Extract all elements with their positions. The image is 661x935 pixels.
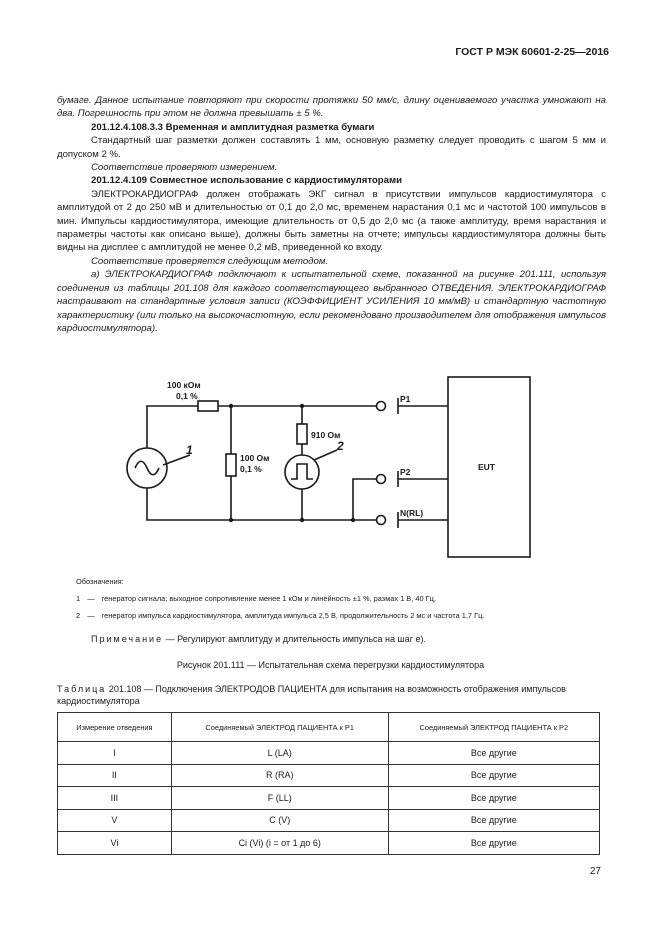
r2-value-label: 100 Ом bbox=[240, 453, 270, 463]
section-heading-pacemaker: 201.12.4.109 Совместное использование с кардиостимуляторами bbox=[91, 175, 402, 187]
table-cell: I bbox=[58, 742, 172, 765]
generator-1-number: 1 bbox=[186, 443, 193, 457]
table-cell: Все другие bbox=[388, 832, 599, 855]
electrode-connection-table bbox=[57, 712, 600, 855]
table-cell: Все другие bbox=[388, 809, 599, 832]
legend-item-2: 2 — генератор импульса кардиостимулятора, амплитуда импульса 2,5 В, продолжительность 2 мс и частота 1,7 Гц. bbox=[76, 611, 485, 620]
section-heading-marking: 201.12.4.108.3.3 Временная и амплитудная разметка бумаги bbox=[91, 121, 375, 133]
document-header: ГОСТ Р МЭК 60601-2-25—2016 bbox=[455, 46, 609, 58]
paragraph-continuation: бумаге. Данное испытание повторяют при скорости протяжки 50 мм/с, длину оцениваемого участка умножают на два. Погрешность при этом не должна превышать ± 5 %. bbox=[57, 95, 606, 120]
legend-item-2-text: генератор импульса кардиостимулятора, амплитуда импульса 2,5 В, продолжительность 2 мс и частота 1,7 Гц. bbox=[101, 611, 485, 620]
table-cell: II bbox=[58, 764, 172, 787]
table-row bbox=[58, 832, 600, 855]
legend-item-1: 1 — генератор сигнала; выходное сопротивление менее 1 кОм и линейность ±1 %, размах 1 В, 40 Гц, bbox=[76, 594, 436, 603]
p1-label: P1 bbox=[400, 394, 411, 404]
paragraph-compliance-2: Соответствие проверяется следующим методом. bbox=[91, 255, 329, 267]
note-label: Примечание bbox=[91, 634, 164, 644]
table-cell: Все другие bbox=[388, 742, 599, 765]
eut-label: EUT bbox=[478, 462, 495, 472]
generator-2-leader bbox=[314, 450, 337, 460]
table-cell: R (RA) bbox=[171, 764, 388, 787]
r1-value-label: 100 кОм bbox=[167, 380, 201, 390]
wire-bottom bbox=[147, 488, 376, 520]
table-header-row bbox=[58, 713, 600, 742]
body-text bbox=[57, 94, 606, 335]
paragraph-method-a: а) ЭЛЕКТРОКАРДИОГРАФ подключают к испытательной схеме, показанной на рисунке 201.111, используя соединения из таблицы 201.108 для каждого соответствующего выбранного ОТВЕДЕНИЯ. ЭЛЕКТРОКАРДИОГРАФ настраивают на стандартные условия записи (КОЭФФИЦИЕНТ УСИЛЕНИЯ 10 мм/мВ) и стандартную частотную характеристику (или только на высокочастотную, если рекомендовано производителем для отображения импульсов кардиостимулятора). bbox=[57, 269, 606, 334]
table-header-cell: Измерение отведения bbox=[58, 713, 172, 742]
sine-wave-icon bbox=[135, 461, 159, 475]
resistor-100-ohm bbox=[226, 454, 236, 476]
test-circuit-diagram bbox=[0, 365, 661, 570]
junction-top-r2 bbox=[229, 404, 233, 408]
pulse-wave-icon bbox=[291, 464, 313, 479]
legend-title: Обозначения: bbox=[76, 577, 124, 586]
table-cell: Все другие bbox=[388, 764, 599, 787]
junction-top-pacer bbox=[300, 404, 304, 408]
junction-bottom-p2 bbox=[351, 518, 355, 522]
table-cell: Vi bbox=[58, 832, 172, 855]
paragraph-pacemaker: ЭЛЕКТРОКАРДИОГРАФ должен отображать ЭКГ сигнал в присутствии импульсов кардиостимулятора с амплитудой от 2 до 250 мВ и длительностью от 0,1 до 2,0 мс, временем нарастания 0,1 мс и частотой 100 импульсов в мин. Импульсы кардиостимулятора, имеющие длительность от 0,5 до 2,0 мс (а также амплитуду, время нарастания и параметры частоты как описано выше), должны быть заметны на отчете; импульсы кардиостимулятора должны быть видны на дисплее с амплитудой не менее 0,2 мВ, приведенной ко входу. bbox=[57, 188, 606, 254]
table-cell: Все другие bbox=[388, 787, 599, 810]
figure-note bbox=[91, 634, 426, 644]
wire-p2 bbox=[353, 479, 376, 520]
table-label: Таблица bbox=[57, 684, 107, 694]
junction-bottom-r2 bbox=[229, 518, 233, 522]
nrl-label: N(RL) bbox=[400, 508, 424, 518]
terminal-p2 bbox=[377, 475, 386, 484]
table-header-cell: Соединяемый ЭЛЕКТРОД ПАЦИЕНТА к P1 bbox=[171, 713, 388, 742]
resistor-100k bbox=[198, 401, 218, 411]
legend-item-2-number: 2 bbox=[76, 611, 81, 620]
paragraph-marking: Стандартный шаг разметки должен составлять 1 мм, основную разметку следует проводить с шагом 5 мм и допуском 2 %. bbox=[57, 135, 606, 160]
table-cell: L (LA) bbox=[171, 742, 388, 765]
table-cell: V bbox=[58, 809, 172, 832]
legend-item-1-text: генератор сигнала; выходное сопротивление менее 1 кОм и линейность ±1 %, размах 1 В, 40 Гц, bbox=[101, 594, 436, 603]
r1-tolerance-label: 0,1 % bbox=[176, 391, 198, 401]
table-title bbox=[57, 684, 606, 707]
table-cell: C (V) bbox=[171, 809, 388, 832]
table-row bbox=[58, 742, 600, 765]
legend-item-1-number: 1 bbox=[76, 594, 81, 603]
table-header-cell: Соединяемый ЭЛЕКТРОД ПАЦИЕНТА к P2 bbox=[388, 713, 599, 742]
table-row bbox=[58, 787, 600, 810]
table-cell: F (LL) bbox=[171, 787, 388, 810]
paragraph-compliance-1: Соответствие проверяют измерением. bbox=[91, 162, 278, 174]
figure-caption: Рисунок 201.111 — Испытательная схема перегрузки кардиостимулятора bbox=[176, 660, 485, 670]
resistor-910-ohm bbox=[297, 424, 307, 444]
p2-label: P2 bbox=[400, 467, 411, 477]
page-number: 27 bbox=[589, 866, 601, 877]
r2-tolerance-label: 0,1 % bbox=[240, 464, 262, 474]
table-cell: III bbox=[58, 787, 172, 810]
generator-2-symbol bbox=[285, 455, 319, 489]
table-title-text: 201.108 — Подключения ЭЛЕКТРОДОВ ПАЦИЕНТА для испытания на возможность отображения импульсов кардиостимулятора bbox=[57, 684, 566, 706]
table-cell: Ci (Vi) (i = от 1 до 6) bbox=[171, 832, 388, 855]
table-row bbox=[58, 809, 600, 832]
junction-bottom-pacer bbox=[300, 518, 304, 522]
terminal-p1 bbox=[377, 402, 386, 411]
table-row bbox=[58, 764, 600, 787]
note-text: — Регулируют амплитуду и длительность импульса на шаг е). bbox=[165, 634, 427, 644]
r3-value-label: 910 Ом bbox=[311, 430, 341, 440]
terminal-nrl bbox=[377, 516, 386, 525]
generator-2-number: 2 bbox=[337, 439, 344, 453]
